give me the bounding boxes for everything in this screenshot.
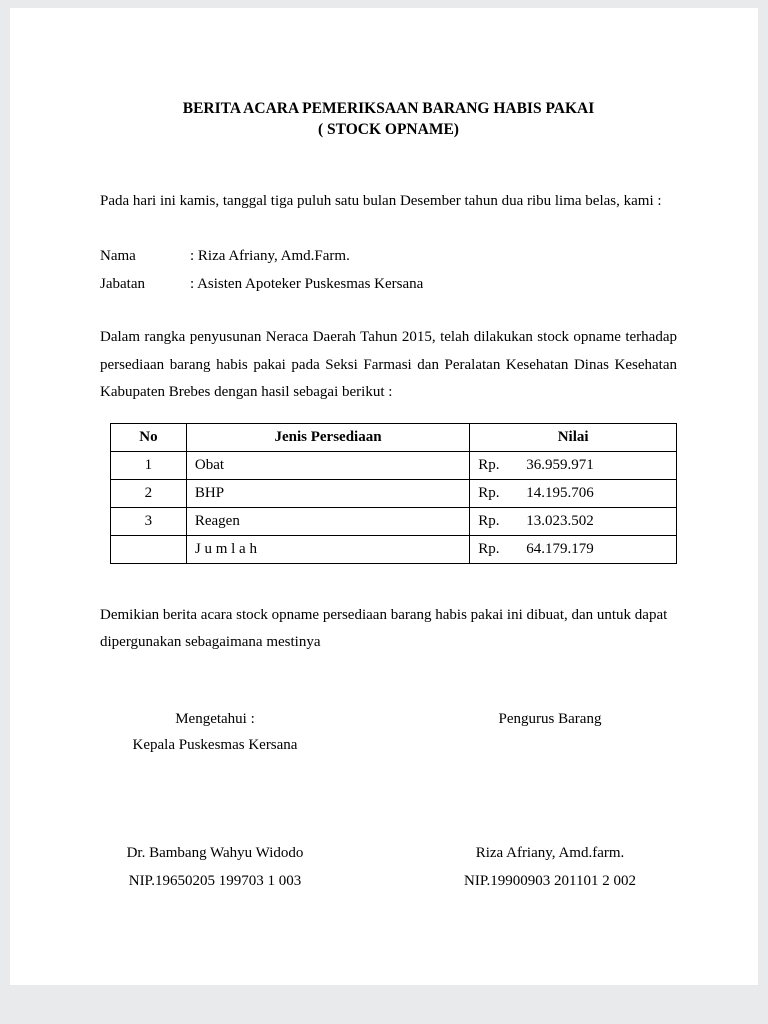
cell-no: 1	[111, 451, 187, 479]
cell-item-jumlah: J u m l a h	[186, 535, 469, 563]
cell-no	[111, 535, 187, 563]
field-nama-label: Nama	[100, 248, 136, 264]
left-signatory-nip: NIP.19650205 199703 1 003	[128, 873, 302, 889]
cell-nilai-total	[470, 535, 677, 563]
cell-nilai-inner	[478, 541, 668, 558]
currency-label: Rp.	[478, 456, 500, 473]
document-page	[10, 8, 758, 985]
signature-area	[10, 698, 758, 978]
stock-opname-table	[110, 423, 677, 564]
table-row-total	[111, 535, 677, 563]
field-jabatan	[100, 271, 677, 299]
header-jenis-persediaan: Jenis Persediaan	[186, 423, 469, 451]
cell-nilai	[470, 507, 677, 535]
table-header	[111, 423, 677, 451]
document-title-line2: ( STOCK OPNAME)	[318, 121, 459, 138]
signature-left-name-block	[105, 839, 325, 895]
signature-left-titles	[105, 706, 325, 758]
field-nama-value: : Riza Afriany, Amd.Farm.	[190, 248, 350, 264]
signature-right-name-block	[435, 839, 665, 895]
table-row	[111, 479, 677, 507]
table-header-row	[111, 423, 677, 451]
cell-item: BHP	[186, 479, 469, 507]
body-paragraph: Dalam rangka penyusunan Neraca Daerah Tahun 2015, telah dilakukan stock opname terhadap persediaan barang habis pakai pada Seksi Farmasi dan Peralatan Kesehatan Dinas Kesehatan Kabupaten Brebes dengan hasil sebagai berikut :	[100, 329, 677, 400]
cell-nilai	[470, 451, 677, 479]
currency-label: Rp.	[478, 484, 500, 501]
document-title-line1: BERITA ACARA PEMERIKSAAN BARANG HABIS PAKAI	[182, 100, 595, 117]
amount-value: 64.179.179	[526, 540, 594, 557]
cell-nilai	[470, 479, 677, 507]
cell-nilai-inner	[478, 485, 668, 502]
kepala-puskesmas-label: Kepala Puskesmas Kersana	[132, 737, 298, 753]
pengurus-barang-label: Pengurus Barang	[498, 711, 602, 727]
intro-paragraph: Pada hari ini kamis, tanggal tiga puluh satu bulan Desember tahun dua ribu lima belas, kami :	[100, 193, 662, 209]
cell-item: Reagen	[186, 507, 469, 535]
cell-item: Obat	[186, 451, 469, 479]
cell-nilai-inner	[478, 513, 668, 530]
header-nilai: Nilai	[470, 423, 677, 451]
cell-nilai-inner	[478, 457, 668, 474]
signature-right-title	[440, 706, 660, 732]
right-signatory-name: Riza Afriany, Amd.farm.	[475, 845, 625, 861]
amount-value: 36.959.971	[526, 456, 594, 473]
currency-label: Rp.	[478, 512, 500, 529]
field-jabatan-value: : Asisten Apoteker Puskesmas Kersana	[190, 275, 424, 292]
identity-fields	[100, 243, 677, 298]
table-row	[111, 507, 677, 535]
amount-value: 14.195.706	[526, 484, 594, 501]
field-nama	[100, 243, 677, 271]
closing-paragraph: Demikian berita acara stock opname persediaan barang habis pakai ini dibuat, dan untuk dapat dipergunakan sebagaimana mestinya	[100, 606, 668, 650]
table-row	[111, 451, 677, 479]
cell-no: 2	[111, 479, 187, 507]
right-signatory-nip: NIP.19900903 201101 2 002	[464, 873, 636, 889]
left-signatory-name: Dr. Bambang Wahyu Widodo	[126, 845, 304, 861]
mengetahui-label: Mengetahui :	[175, 711, 255, 727]
table-body	[111, 451, 677, 563]
field-jabatan-label: Jabatan	[100, 275, 145, 292]
currency-label: Rp.	[478, 540, 500, 557]
amount-value: 13.023.502	[526, 512, 594, 529]
header-no: No	[111, 423, 187, 451]
document-title	[100, 98, 677, 140]
cell-no: 3	[111, 507, 187, 535]
